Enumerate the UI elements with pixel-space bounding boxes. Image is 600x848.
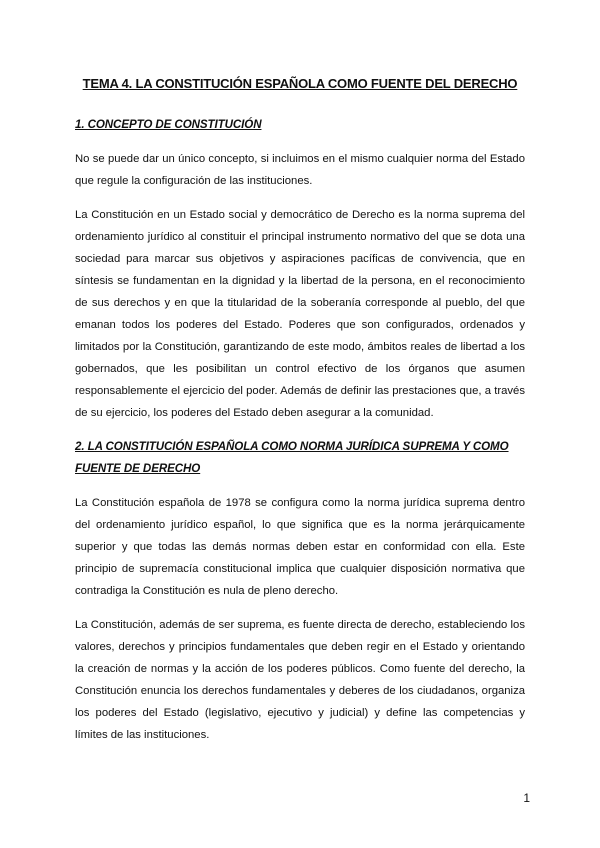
page-number: 1 [523,791,530,805]
document-page [75,72,525,758]
paragraph: La Constitución en un Estado social y democrático de Derecho es la norma suprema del ordenamiento jurídico al constituir el principal instrumento normativo del que se dota una sociedad para marcar sus objetivos y aspiraciones pacíficas de convivencia, que en síntesis se fundamentan en la dignidad y la libertad de la persona, en el reconocimiento de sus derechos y en que la titularidad de la soberanía corresponde al pueblo, del que emanan todos los poderes del Estado. Poderes que son configurados, ordenados y limitados por la Constitución, garantizando de este modo, ámbitos reales de libertad a los gobernados, que les posibilitan un control efectivo de los órganos que asumen responsablemente el ejercicio del poder. Además de definir las prestaciones que, a través de su ejercicio, los poderes del Estado deben asegurar a la comunidad. [75,209,525,419]
section-concepto [75,114,525,424]
paragraph: La Constitución española de 1978 se configura como la norma jurídica suprema dentro del ordenamiento jurídico español, lo que significa que es la norma jerárquicamente superior y que todas las demás normas deben estar en conformidad con ella. Este principio de supremacía constitucional implica que cualquier disposición normativa que contradiga la Constitución es nula de pleno derecho. [75,497,525,597]
paragraph: No se puede dar un único concepto, si incluimos en el mismo cualquier norma del Estado que regule la configuración de las instituciones. [75,153,525,187]
paragraph: La Constitución, además de ser suprema, es fuente directa de derecho, estableciendo los valores, derechos y principios fundamentales que deben regir en el Estado y orientando la creación de normas y la acción de los poderes públicos. Como fuente del derecho, la Constitución enuncia los derechos fundamentales y deberes de los ciudadanos, organiza los poderes del Estado (legislativo, ejecutivo y judicial) y define las competencias y límites de las instituciones. [75,619,525,741]
section-heading: 1. CONCEPTO DE CONSTITUCIÓN [75,118,262,131]
document-title: TEMA 4. LA CONSTITUCIÓN ESPAÑOLA COMO FUENTE DEL DERECHO [82,76,518,91]
section-heading: 2. LA CONSTITUCIÓN ESPAÑOLA COMO NORMA JURÍDICA SUPREMA Y COMO FUENTE DE DERECHO [75,440,509,475]
section-norma-suprema [75,436,525,746]
